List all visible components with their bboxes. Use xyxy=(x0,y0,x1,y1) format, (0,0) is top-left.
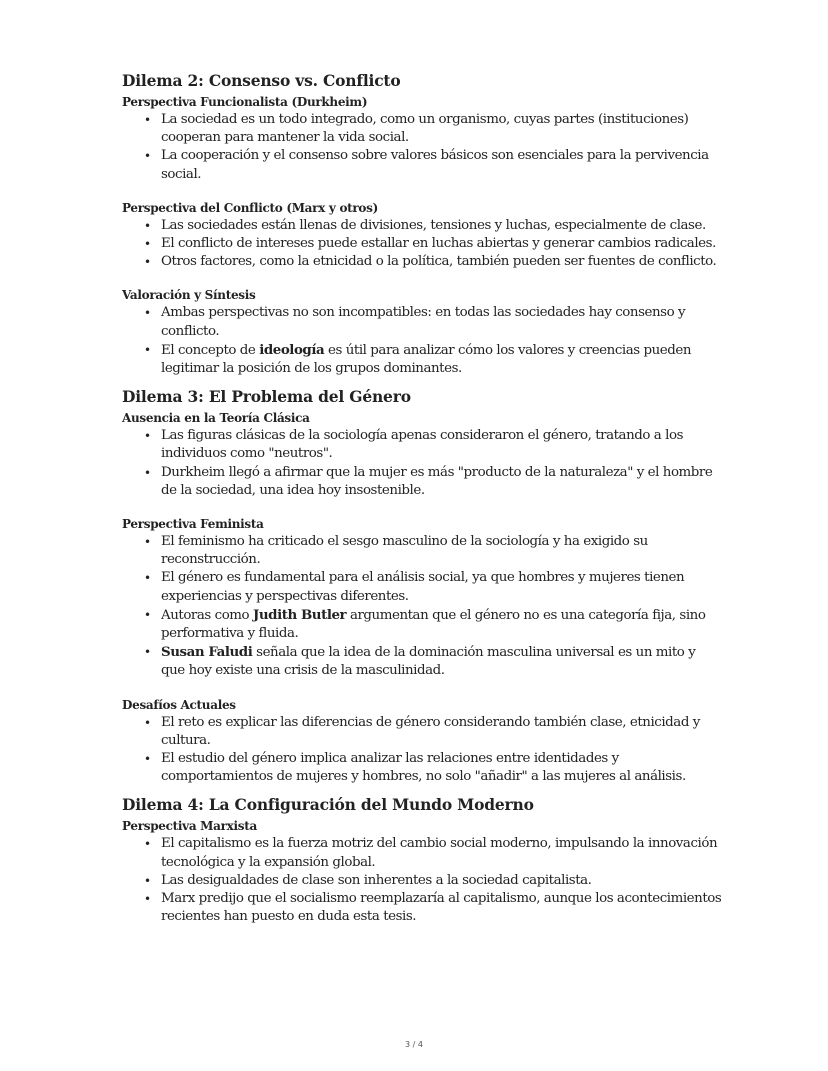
page-number: 3 / 4 xyxy=(405,1040,423,1049)
list-item: • El reto es explicar las diferencias de género considerando también clase, etnicidad y cultura. xyxy=(144,714,700,748)
list-item: • El concepto de ideología es útil para analizar cómo los valores y creencias pueden legitimar la posición de los grupos dominantes. xyxy=(144,341,692,377)
bullet-icon: • xyxy=(144,255,151,270)
list-item: • El capitalismo es la fuerza motriz del cambio social moderno, impulsando la innovación tecnológica y la expansión global. xyxy=(144,836,718,870)
list-item: • Susan Faludi señala que la idea de la dominación masculina universal es un mito y que hoy existe una crisis de la masculinidad. xyxy=(144,644,696,679)
bullet-icon: • xyxy=(144,149,151,164)
list-item: • La sociedad es un todo integrado, como un organismo, cuyas partes (instituciones) cooperan para mantener la vida social. xyxy=(144,112,689,146)
subsection-heading: Perspectiva del Conflicto (Marx y otros) xyxy=(122,200,378,215)
section-dilema-3 xyxy=(122,387,722,786)
section-heading: Dilema 4: La Configuración del Mundo Moderno xyxy=(122,795,534,815)
bullet-icon: • xyxy=(144,342,151,357)
list-item: • Ambas perspectivas no son incompatibles: en todas las sociedades hay consenso y conflicto. xyxy=(144,305,686,339)
list-item: • Las figuras clásicas de la sociología apenas consideraron el género, tratando a los individuos como "neutros". xyxy=(144,428,683,462)
bullet-icon: • xyxy=(144,752,151,767)
bullet-icon: • xyxy=(144,113,151,127)
bullet-icon: • xyxy=(144,571,151,586)
list-item: • Otros factores, como la etnicidad o la política, también pueden ser fuentes de conflicto. xyxy=(161,253,722,271)
bullet-icon: • xyxy=(144,645,151,660)
section-dilema-4 xyxy=(122,795,722,926)
bullet-icon: • xyxy=(144,429,151,444)
list-item: • El feminismo ha criticado el sesgo masculino de la sociología y ha exigido su reconstrucción. xyxy=(144,534,648,568)
bullet-icon: • xyxy=(144,465,151,480)
subsection-heading: Ausencia en la Teoría Clásica xyxy=(122,411,310,426)
bold-term: ideología xyxy=(259,341,325,358)
bullet-icon: • xyxy=(144,873,151,888)
subsection-heading: Valoración y Síntesis xyxy=(122,288,256,303)
bullet-list xyxy=(122,304,722,378)
list-item: • El género es fundamental para el análisis social, ya que hombres y mujeres tienen experiencias y perspectivas diferentes. xyxy=(144,570,685,604)
bullet-list xyxy=(122,714,722,787)
bullet-icon: • xyxy=(144,837,151,852)
list-item: • Las sociedades están llenas de divisiones, tensiones y luchas, especialmente de clase. xyxy=(161,217,722,235)
section-dilema-2 xyxy=(122,71,722,378)
bullet-icon: • xyxy=(144,535,151,550)
subsection-heading: Perspectiva Funcionalista (Durkheim) xyxy=(122,95,368,109)
subsection-heading: Perspectiva Feminista xyxy=(122,517,264,532)
bullet-icon: • xyxy=(144,306,151,321)
bullet-list xyxy=(122,835,722,926)
subsection-heading: Perspectiva Marxista xyxy=(122,819,257,834)
bullet-icon: • xyxy=(144,237,151,252)
section-heading: Dilema 2: Consenso vs. Conflicto xyxy=(122,71,401,90)
bold-term: Judith Butler xyxy=(252,606,347,623)
bullet-icon: • xyxy=(144,715,151,730)
bullet-list xyxy=(122,217,722,272)
bullet-list xyxy=(122,427,722,500)
list-item: • Las desigualdades de clase son inherentes a la sociedad capitalista. xyxy=(161,872,722,890)
bold-term: Susan Faludi xyxy=(161,644,253,661)
section-heading: Dilema 3: El Problema del Género xyxy=(122,387,411,407)
bullet-icon: • xyxy=(144,892,151,907)
bullet-icon: • xyxy=(144,218,151,233)
list-item: • El conflicto de intereses puede estallar en luchas abiertas y generar cambios radicales. xyxy=(161,235,722,253)
bullet-list xyxy=(122,111,722,184)
list-item: • Marx predijo que el socialismo reemplazaría al capitalismo, aunque los acontecimientos recientes han puesto en duda esta tesis. xyxy=(144,891,722,925)
list-item: • La cooperación y el consenso sobre valores básicos son esenciales para la pervivencia social. xyxy=(144,148,709,182)
list-item: • Durkheim llegó a afirmar que la mujer es más "producto de la naturaleza" y el hombre de la sociedad, una idea hoy insostenible. xyxy=(144,464,713,498)
bullet-list xyxy=(122,533,722,681)
list-item: • El estudio del género implica analizar las relaciones entre identidades y comportamientos de mujeres y hombres, no solo "añadir" a las mujeres al análisis. xyxy=(144,751,686,785)
subsection-heading: Desafíos Actuales xyxy=(122,697,236,712)
list-item: • Autoras como Judith Butler argumentan que el género no es una categoría fija, sino performativa y fluida. xyxy=(144,606,706,642)
bullet-icon: • xyxy=(144,607,151,622)
document-page xyxy=(122,71,722,943)
